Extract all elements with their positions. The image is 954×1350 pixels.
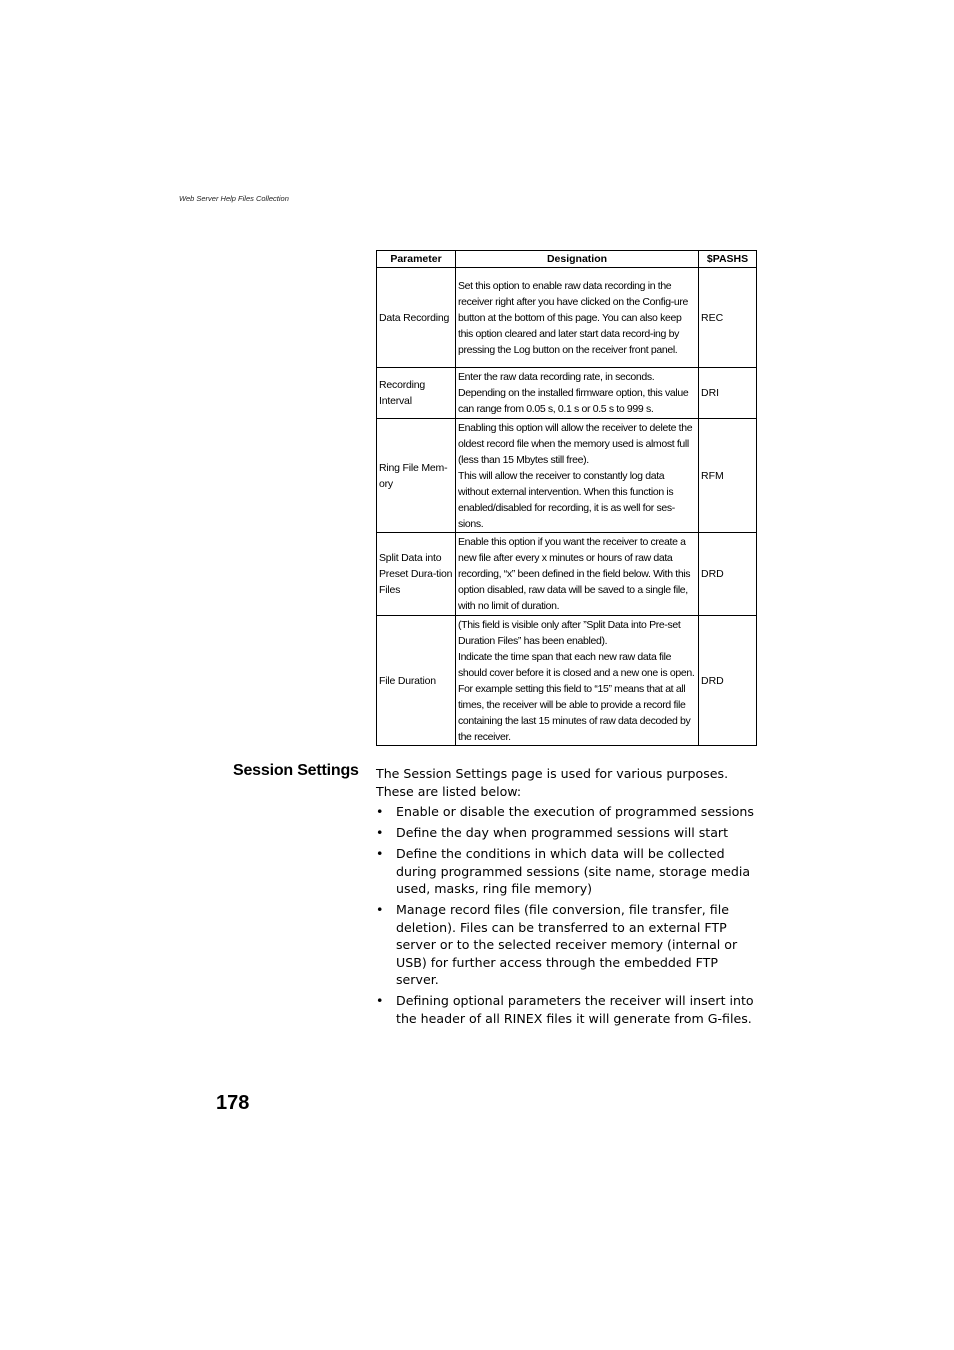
parameter-cell: Recording Interval	[377, 368, 456, 419]
list-item-text: Manage record files (file conversion, file transfer, file deletion). Files can be transferred to an external FTP server or to the selected receiver memory (internal or USB) for further access through the embedded FTP server.	[396, 902, 738, 987]
designation-cell: Enter the raw data recording rate, in seconds. Depending on the installed firmware option, this value can range from 0.05 s, 0.1 s or 0.5 s to 999 s.	[456, 368, 699, 419]
pashs-cell: REC	[699, 268, 757, 368]
pashs-cell: DRD	[699, 533, 757, 616]
bullet-list	[376, 803, 760, 1027]
pashs-cell: RFM	[699, 419, 757, 533]
parameters-table	[376, 250, 757, 746]
list-item	[376, 992, 760, 1027]
bullet-icon: •	[376, 902, 384, 917]
bullet-icon: •	[376, 804, 384, 819]
list-item-text: Define the conditions in which data will be collected during programmed sessions (site name, storage media used, masks, ring file memory)	[396, 846, 751, 896]
list-item	[376, 803, 760, 821]
section-body	[376, 765, 760, 1031]
parameter-cell: Data Recording	[377, 268, 456, 368]
table-row	[377, 419, 757, 533]
bullet-icon: •	[376, 825, 384, 840]
page-number: 178	[216, 1092, 250, 1114]
table-header-row	[377, 251, 757, 268]
designation-cell: Enabling this option will allow the receiver to delete the oldest record file when the memory used is almost full (less than 15 Mbytes still free). This will allow the receiver to constantly log data without external intervention. When this function is enabled/disabled for recording, it is as well for ses-sions.	[456, 419, 699, 533]
table-row	[377, 368, 757, 419]
running-header: Web Server Help Files Collection	[179, 194, 289, 203]
pashs-cell: DRD	[699, 616, 757, 746]
column-header-pashs: $PASHS	[699, 251, 757, 268]
list-item	[376, 824, 760, 842]
list-item	[376, 845, 760, 898]
designation-cell: Set this option to enable raw data recording in the receiver right after you have clicked on the Config-ure button at the bottom of this page. You can also keep this option cleared and later start data record-ing by pressing the Log button on the receiver front panel.	[456, 268, 699, 368]
pashs-cell: DRI	[699, 368, 757, 419]
designation-cell: (This field is visible only after ”Split Data into Pre-set Duration Files” has been enabled). Indicate the time span that each new raw data file should cover before it is closed and a new one is open. For example setting this field to “15” means that at all times, the receiver will be able to provide a record file containing the last 15 minutes of raw data decoded by the receiver.	[456, 616, 699, 746]
bullet-icon: •	[376, 846, 384, 861]
parameter-cell: File Duration	[377, 616, 456, 746]
table-row	[377, 268, 757, 368]
parameter-cell: Ring File Mem-ory	[377, 419, 456, 533]
designation-cell: Enable this option if you want the receiver to create a new file after every x minutes or hours of raw data recording, “x” been defined in the field below. With this option disabled, raw data will be saved to a single file, with no limit of duration.	[456, 533, 699, 616]
section-heading: Session Settings	[233, 762, 359, 779]
intro-paragraph: The Session Settings page is used for various purposes. These are listed below:	[376, 766, 729, 799]
table-row	[377, 533, 757, 616]
bullet-icon: •	[376, 993, 384, 1008]
list-item-text: Defining optional parameters the receiver will insert into the header of all RINEX files it will generate from G-files.	[396, 993, 754, 1026]
list-item-text: Enable or disable the execution of programmed sessions	[396, 804, 754, 819]
list-item-text: Define the day when programmed sessions will start	[396, 825, 729, 840]
column-header-designation: Designation	[456, 251, 699, 268]
list-item	[376, 901, 760, 989]
table-row	[377, 616, 757, 746]
parameter-cell: Split Data into Preset Dura-tion Files	[377, 533, 456, 616]
column-header-parameter: Parameter	[377, 251, 456, 268]
